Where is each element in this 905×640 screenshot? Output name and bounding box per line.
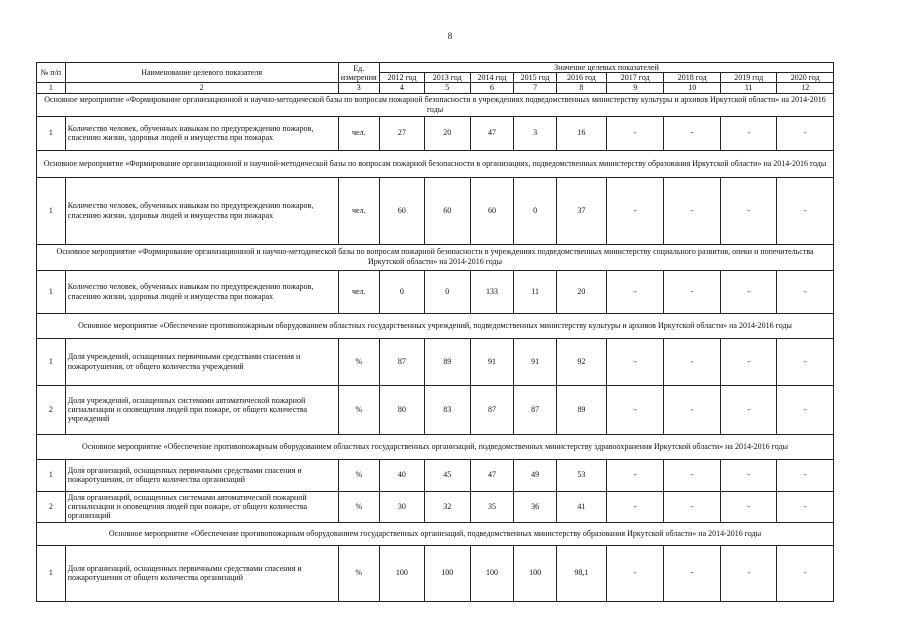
value-cell: 60 <box>470 177 514 244</box>
value-cell: 41 <box>556 491 606 522</box>
value-cell: - <box>720 116 776 150</box>
unit-cell: % <box>338 459 380 491</box>
value-cell: 87 <box>380 338 425 385</box>
header-year: 2014 год <box>470 73 514 83</box>
value-cell: - <box>664 385 720 434</box>
header-values-group: Значение целевых показателей <box>380 63 834 73</box>
table-row <box>37 459 834 491</box>
indicator-name: Количество человек, обученных навыкам по предупреждению пожаров, спасению жизни, здоровья людей и имущества при пожарах <box>65 116 338 150</box>
value-cell: - <box>777 545 834 601</box>
header-year: 2015 год <box>514 73 557 83</box>
value-cell: 32 <box>424 491 470 522</box>
value-cell: 0 <box>424 270 470 313</box>
section-event-title: Основное мероприятие «Обеспечение противопожарным оборудованием областных государственных учреждений, подведомственных министерству культуры и архивов Иркутской области» на 2014-2016 годы <box>37 313 834 338</box>
table-row <box>37 177 834 244</box>
value-cell: 30 <box>380 491 425 522</box>
value-cell: 60 <box>424 177 470 244</box>
value-cell: - <box>720 177 776 244</box>
value-cell: 36 <box>514 491 557 522</box>
value-cell: - <box>664 459 720 491</box>
value-cell: 0 <box>514 177 557 244</box>
value-cell: 16 <box>556 116 606 150</box>
value-cell: - <box>777 116 834 150</box>
section-event-row <box>37 313 834 338</box>
table-row <box>37 338 834 385</box>
column-number: 9 <box>606 83 664 93</box>
value-cell: - <box>777 491 834 522</box>
value-cell: - <box>606 545 664 601</box>
row-number: 1 <box>37 116 66 150</box>
column-number: 5 <box>424 83 470 93</box>
header-name: Наименование целевого показателя <box>65 63 338 83</box>
section-event-title: Основное мероприятие «Обеспечение противопожарным оборудованием государственных организаций, подведомственных министерству образования Иркутской области» на 2014-2016 годы <box>37 522 834 545</box>
value-cell: 91 <box>470 338 514 385</box>
column-number-row <box>37 83 834 93</box>
value-cell: - <box>606 459 664 491</box>
value-cell: 0 <box>380 270 425 313</box>
value-cell: - <box>606 177 664 244</box>
value-cell: 100 <box>380 545 425 601</box>
indicator-name: Количество человек, обученных навыкам по предупреждению пожаров, спасению жизни, здоровья людей и имущества при пожарах <box>65 270 338 313</box>
value-cell: - <box>777 177 834 244</box>
table-row <box>37 545 834 601</box>
section-event-title: Основное мероприятие «Формирование организационной и научно-методической базы по вопросам пожарной безопасности в учреждениях подведомственных министерству культуры и архивов Иркутской области» на 2014-2016 годы <box>37 93 834 116</box>
value-cell: 49 <box>514 459 557 491</box>
targets-table <box>36 62 834 602</box>
header-year: 2013 год <box>424 73 470 83</box>
column-number: 2 <box>65 83 338 93</box>
column-number: 1 <box>37 83 66 93</box>
unit-cell: чел. <box>338 116 380 150</box>
row-number: 1 <box>37 459 66 491</box>
page-number: 8 <box>447 31 453 41</box>
unit-cell: % <box>338 385 380 434</box>
table-row <box>37 491 834 522</box>
value-cell: - <box>606 270 664 313</box>
value-cell: 83 <box>424 385 470 434</box>
indicator-name: Доля учреждений, оснащенных системами автоматической пожарной сигнализации и оповещения людей при пожаре, от общего количества учреждений <box>65 385 338 434</box>
value-cell: 60 <box>380 177 425 244</box>
header-year: 2016 год <box>556 73 606 83</box>
section-event-row <box>37 93 834 116</box>
row-number: 1 <box>37 270 66 313</box>
indicator-name: Доля организаций, оснащенных первичными средствами спасения и пожаротушения от общего количества организаций <box>65 545 338 601</box>
value-cell: 40 <box>380 459 425 491</box>
value-cell: - <box>606 491 664 522</box>
value-cell: - <box>720 338 776 385</box>
value-cell: 87 <box>514 385 557 434</box>
table-row <box>37 116 834 150</box>
value-cell: 89 <box>424 338 470 385</box>
value-cell: 100 <box>514 545 557 601</box>
value-cell: 100 <box>470 545 514 601</box>
value-cell: 80 <box>380 385 425 434</box>
value-cell: - <box>664 338 720 385</box>
value-cell: - <box>664 177 720 244</box>
value-cell: - <box>720 491 776 522</box>
value-cell: 47 <box>470 459 514 491</box>
unit-cell: чел. <box>338 177 380 244</box>
header-year: 2017 год <box>606 73 664 83</box>
value-cell: 35 <box>470 491 514 522</box>
column-number: 3 <box>338 83 380 93</box>
table-row <box>37 270 834 313</box>
value-cell: 91 <box>514 338 557 385</box>
value-cell: 3 <box>514 116 557 150</box>
value-cell: 100 <box>424 545 470 601</box>
column-number: 7 <box>514 83 557 93</box>
header-row-top <box>37 63 834 73</box>
section-event-row <box>37 150 834 177</box>
value-cell: - <box>606 385 664 434</box>
column-number: 6 <box>470 83 514 93</box>
value-cell: 89 <box>556 385 606 434</box>
value-cell: - <box>720 385 776 434</box>
section-event-title: Основное мероприятие «Формирование организационной и научной-методической базы по вопросам пожарной безопасности в организациях, подведомственных министерству образования Иркутской области» на 2014-2016 годы <box>37 150 834 177</box>
value-cell: - <box>720 270 776 313</box>
column-number: 11 <box>720 83 776 93</box>
section-event-row <box>37 244 834 270</box>
value-cell: - <box>720 459 776 491</box>
value-cell: - <box>664 270 720 313</box>
value-cell: 133 <box>470 270 514 313</box>
value-cell: - <box>606 338 664 385</box>
value-cell: - <box>777 385 834 434</box>
value-cell: 45 <box>424 459 470 491</box>
column-number: 4 <box>380 83 425 93</box>
row-number: 1 <box>37 338 66 385</box>
unit-cell: чел. <box>338 270 380 313</box>
row-number: 1 <box>37 545 66 601</box>
value-cell: 53 <box>556 459 606 491</box>
value-cell: - <box>777 459 834 491</box>
value-cell: 20 <box>424 116 470 150</box>
header-year: 2012 год <box>380 73 425 83</box>
indicator-name: Количество человек, обученных навыкам по предупреждению пожаров, спасению жизни, здоровья людей и имущества при пожарах <box>65 177 338 244</box>
value-cell: - <box>664 116 720 150</box>
section-event-title: Основное мероприятие «Обеспечение противопожарным оборудованием областных государственных организаций, подведомственных министерству здравоохранения Иркутской области» на 2014-2016 годы <box>37 434 834 459</box>
unit-cell: % <box>338 545 380 601</box>
header-num: № п/п <box>37 63 66 83</box>
value-cell: 11 <box>514 270 557 313</box>
value-cell: - <box>606 116 664 150</box>
unit-cell: % <box>338 338 380 385</box>
row-number: 2 <box>37 491 66 522</box>
row-number: 1 <box>37 177 66 244</box>
value-cell: 92 <box>556 338 606 385</box>
value-cell: 47 <box>470 116 514 150</box>
table-row <box>37 385 834 434</box>
column-number: 8 <box>556 83 606 93</box>
column-number: 12 <box>777 83 834 93</box>
indicator-name: Доля организаций, оснащенных первичными средствами спасения и пожаротушения, от общего количества организаций <box>65 459 338 491</box>
value-cell: - <box>777 338 834 385</box>
header-year: 2018 год <box>664 73 720 83</box>
value-cell: 27 <box>380 116 425 150</box>
value-cell: 98,1 <box>556 545 606 601</box>
unit-cell: % <box>338 491 380 522</box>
column-number: 10 <box>664 83 720 93</box>
value-cell: - <box>777 270 834 313</box>
section-event-row <box>37 434 834 459</box>
value-cell: - <box>720 545 776 601</box>
section-event-row <box>37 522 834 545</box>
value-cell: 37 <box>556 177 606 244</box>
row-number: 2 <box>37 385 66 434</box>
header-unit: Ед. измерения <box>338 63 380 83</box>
value-cell: - <box>664 545 720 601</box>
value-cell: - <box>664 491 720 522</box>
header-year: 2020 год <box>777 73 834 83</box>
section-event-title: Основное мероприятие «Формирование организационной и научно-методической базы по вопросам пожарной безопасности в учреждениях подведомственных министерству социального развития, опеки и попечительства Иркутской области» на 2014-2016 годы <box>37 244 834 270</box>
value-cell: 87 <box>470 385 514 434</box>
header-year: 2019 год <box>720 73 776 83</box>
indicator-name: Доля учреждений, оснащенных первичными средствами спасения и пожаротушения, от общего количества учреждений <box>65 338 338 385</box>
value-cell: 20 <box>556 270 606 313</box>
indicator-name: Доля организаций, оснащенных системами автоматической пожарной сигнализации и оповещения людей при пожаре, от общего количества организаций <box>65 491 338 522</box>
